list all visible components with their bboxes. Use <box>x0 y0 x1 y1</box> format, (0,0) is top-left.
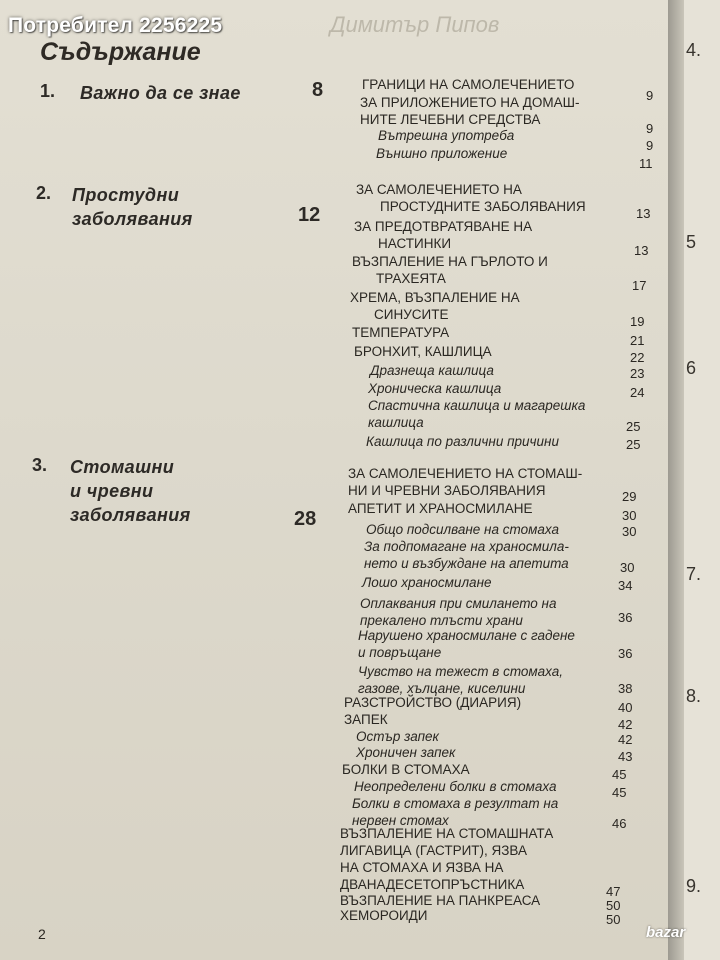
toc-entry-32-page: 50 <box>606 898 621 913</box>
toc-entry-9-page: 19 <box>630 314 645 329</box>
toc-entry-20-page: 34 <box>618 578 633 593</box>
chapter-3-title <box>70 455 191 527</box>
chapter-3-number: 3. <box>32 455 48 475</box>
toc-entry-16-page: 29 <box>622 489 637 504</box>
chapter-2-line-1: Простудни <box>72 185 180 205</box>
toc-entry-31-line-3: НА СТОМАХА И ЯЗВА НА <box>340 860 504 875</box>
toc-entry-18-line-1: Общо подсилване на стомаха <box>366 522 559 537</box>
toc-entry-21-line-2: прекалено тлъсти храни <box>360 613 523 628</box>
toc-entry-6-line-1: ЗА САМОЛЕЧЕНИЕТО НА <box>356 182 522 197</box>
toc-entry-15-page: 25 <box>626 437 641 452</box>
chapter-2-line-2: заболявания <box>72 209 193 229</box>
chapter-3-page: 28 <box>294 508 317 530</box>
toc-entry-27-line-1: Хроничен запек <box>356 745 456 760</box>
toc-entry-4-line-1: Външно приложение <box>376 146 508 161</box>
chapter-2-page: 12 <box>298 204 321 226</box>
page-title: Съдържание <box>40 38 201 66</box>
toc-entry-24-page: 40 <box>618 700 633 715</box>
facing-page-number-1: 4. <box>686 40 702 60</box>
facing-page-number-2: 5 <box>686 232 697 252</box>
toc-entry-22-page: 36 <box>618 646 633 661</box>
toc-entry-32-line-1: ВЪЗПАЛЕНИЕ НА ПАНКРЕАСА <box>340 893 541 908</box>
toc-entry-14-line-1: Спастична кашлица и магарешка <box>368 398 586 413</box>
toc-entry-4-page: 9 <box>646 138 654 153</box>
toc-entry-15-line-1: Кашлица по различни причини <box>366 434 559 449</box>
toc-entry-20-line-1: Лошо храносмилане <box>362 575 492 590</box>
toc-entry-33-line-1: ХЕМОРОИДИ <box>340 908 428 923</box>
toc-entry-25-line-1: ЗАПЕК <box>344 712 388 727</box>
toc-entry-27-page: 43 <box>618 749 633 764</box>
facing-page-number-4: 7. <box>686 564 702 584</box>
toc-entry-5-page: 11 <box>639 156 653 171</box>
facing-page-edge <box>684 0 720 960</box>
toc-entry-23-line-2: газове, хълцане, киселини <box>358 681 526 696</box>
toc-entry-7-page: 13 <box>634 243 649 258</box>
toc-entry-12-line-1: Дразнеща кашлица <box>370 363 494 378</box>
book-gutter <box>668 0 684 960</box>
toc-entry-8-page: 17 <box>632 278 647 293</box>
toc-entry-30-line-2: нервен стомах <box>352 813 449 828</box>
toc-entry-19-line-2: нето и възбуждане на апетита <box>364 556 569 571</box>
chapter-1-page: 8 <box>312 79 324 101</box>
toc-entry-3-page: 9 <box>646 121 654 136</box>
toc-entry-2-line-2: НИТЕ ЛЕЧЕБНИ СРЕДСТВА <box>360 112 541 127</box>
toc-entry-10-line-1: ТЕМПЕРАТУРА <box>352 325 450 340</box>
uploader-watermark: Потребител 2256225 <box>8 14 223 37</box>
toc-entry-9-line-2: СИНУСИТЕ <box>374 307 449 322</box>
chapter-1-number: 1. <box>40 81 56 101</box>
bleed-through-text: Димитър Пипов <box>330 12 500 37</box>
toc-entry-14-page: 25 <box>626 419 641 434</box>
toc-entry-9-line-1: ХРЕМА, ВЪЗПАЛЕНИЕ НА <box>350 290 520 305</box>
toc-entry-1-page: 9 <box>646 88 654 103</box>
toc-entry-26-page: 42 <box>618 732 633 747</box>
toc-entry-23-page: 38 <box>618 681 633 696</box>
toc-entry-22-line-1: Нарушено храносмилане с гадене <box>358 628 575 643</box>
chapter-3-line-2: и чревни <box>70 481 154 501</box>
toc-entry-22-line-2: и повръщане <box>358 645 442 660</box>
toc-entry-7-line-2: НАСТИНКИ <box>378 236 452 251</box>
toc-entry-13-page: 24 <box>630 385 645 400</box>
chapter-1-line-1: Важно да се знае <box>80 83 241 103</box>
toc-entry-11-line-1: БРОНХИТ, КАШЛИЦА <box>354 344 492 359</box>
chapter-1-title <box>80 81 241 105</box>
toc-entry-6-line-2: ПРОСТУДНИТЕ ЗАБОЛЯВАНИЯ <box>380 199 586 214</box>
toc-entry-17-page: 30 <box>622 508 637 523</box>
facing-page-number-6: 9. <box>686 876 702 896</box>
toc-entry-33-page: 50 <box>606 912 621 927</box>
toc-entry-10-page: 21 <box>630 333 645 348</box>
toc-entry-19-page: 30 <box>620 560 635 575</box>
toc-entry-2-line-1: ЗА ПРИЛОЖЕНИЕТО НА ДОМАШ- <box>360 95 580 110</box>
toc-entry-23-line-1: Чувство на тежест в стомаха, <box>358 664 564 679</box>
toc-entry-31-line-4: ДВАНАДЕСЕТОПРЪСТНИКА <box>340 877 525 892</box>
toc-entry-30-page: 46 <box>612 816 627 831</box>
toc-entry-16-line-1: ЗА САМОЛЕЧЕНИЕТО НА СТОМАШ- <box>348 466 583 481</box>
toc-entry-19-line-1: За подпомагане на храносмила- <box>364 539 569 554</box>
toc-entry-13-line-1: Хроническа кашлица <box>368 381 502 396</box>
chapter-3-line-3: заболявания <box>70 505 191 525</box>
chapter-3-line-1: Стомашни <box>70 457 175 477</box>
toc-entry-29-line-1: Неопределени болки в стомаха <box>354 779 557 794</box>
facing-page-number-3: 6 <box>686 358 697 378</box>
toc-entry-3-line-1: Вътрешна употреба <box>378 128 515 143</box>
toc-entry-11-page: 22 <box>630 350 645 365</box>
toc-entry-31-page: 47 <box>606 884 621 899</box>
toc-entry-29-page: 45 <box>612 785 627 800</box>
page-folio: 2 <box>38 926 46 942</box>
toc-entry-14-line-2: кашлица <box>368 415 424 430</box>
toc-entry-31-line-1: ВЪЗПАЛЕНИЕ НА СТОМАШНАТА <box>340 826 554 841</box>
toc-entry-28-page: 45 <box>612 767 627 782</box>
toc-entry-7-line-1: ЗА ПРЕДОТВРАТЯВАНЕ НА <box>354 219 533 234</box>
toc-entry-26-line-1: Остър запек <box>356 729 439 744</box>
toc-entry-16-line-2: НИ И ЧРЕВНИ ЗАБОЛЯВАНИЯ <box>348 483 546 498</box>
facing-page-number-5: 8. <box>686 686 702 706</box>
toc-entry-17-line-1: АПЕТИТ И ХРАНОСМИЛАНЕ <box>348 501 533 516</box>
toc-entry-28-line-1: БОЛКИ В СТОМАХА <box>342 762 470 777</box>
toc-entry-24-line-1: РАЗСТРОЙСТВО (ДИАРИЯ) <box>344 695 522 710</box>
toc-entry-8-line-1: ВЪЗПАЛЕНИЕ НА ГЪРЛОТО И <box>352 254 548 269</box>
chapter-2-title <box>72 183 193 231</box>
toc-entry-1-line-1: ГРАНИЦИ НА САМОЛЕЧЕНИЕТО <box>362 77 575 92</box>
site-logo: bazar <box>646 924 686 941</box>
toc-entry-25-page: 42 <box>618 717 633 732</box>
toc-entry-30-line-1: Болки в стомаха в резултат на <box>352 796 559 811</box>
toc-entry-8-line-2: ТРАХЕЯТА <box>376 271 446 286</box>
toc-entry-12-page: 23 <box>630 366 645 381</box>
toc-entry-21-line-1: Оплаквания при смилането на <box>360 596 557 611</box>
chapter-2-number: 2. <box>36 183 52 203</box>
toc-entry-21-page: 36 <box>618 610 633 625</box>
toc-entry-31-line-2: ЛИГАВИЦА (ГАСТРИТ), ЯЗВА <box>340 843 527 858</box>
toc-entry-6-page: 13 <box>636 206 651 221</box>
toc-entry-18-page: 30 <box>622 524 637 539</box>
